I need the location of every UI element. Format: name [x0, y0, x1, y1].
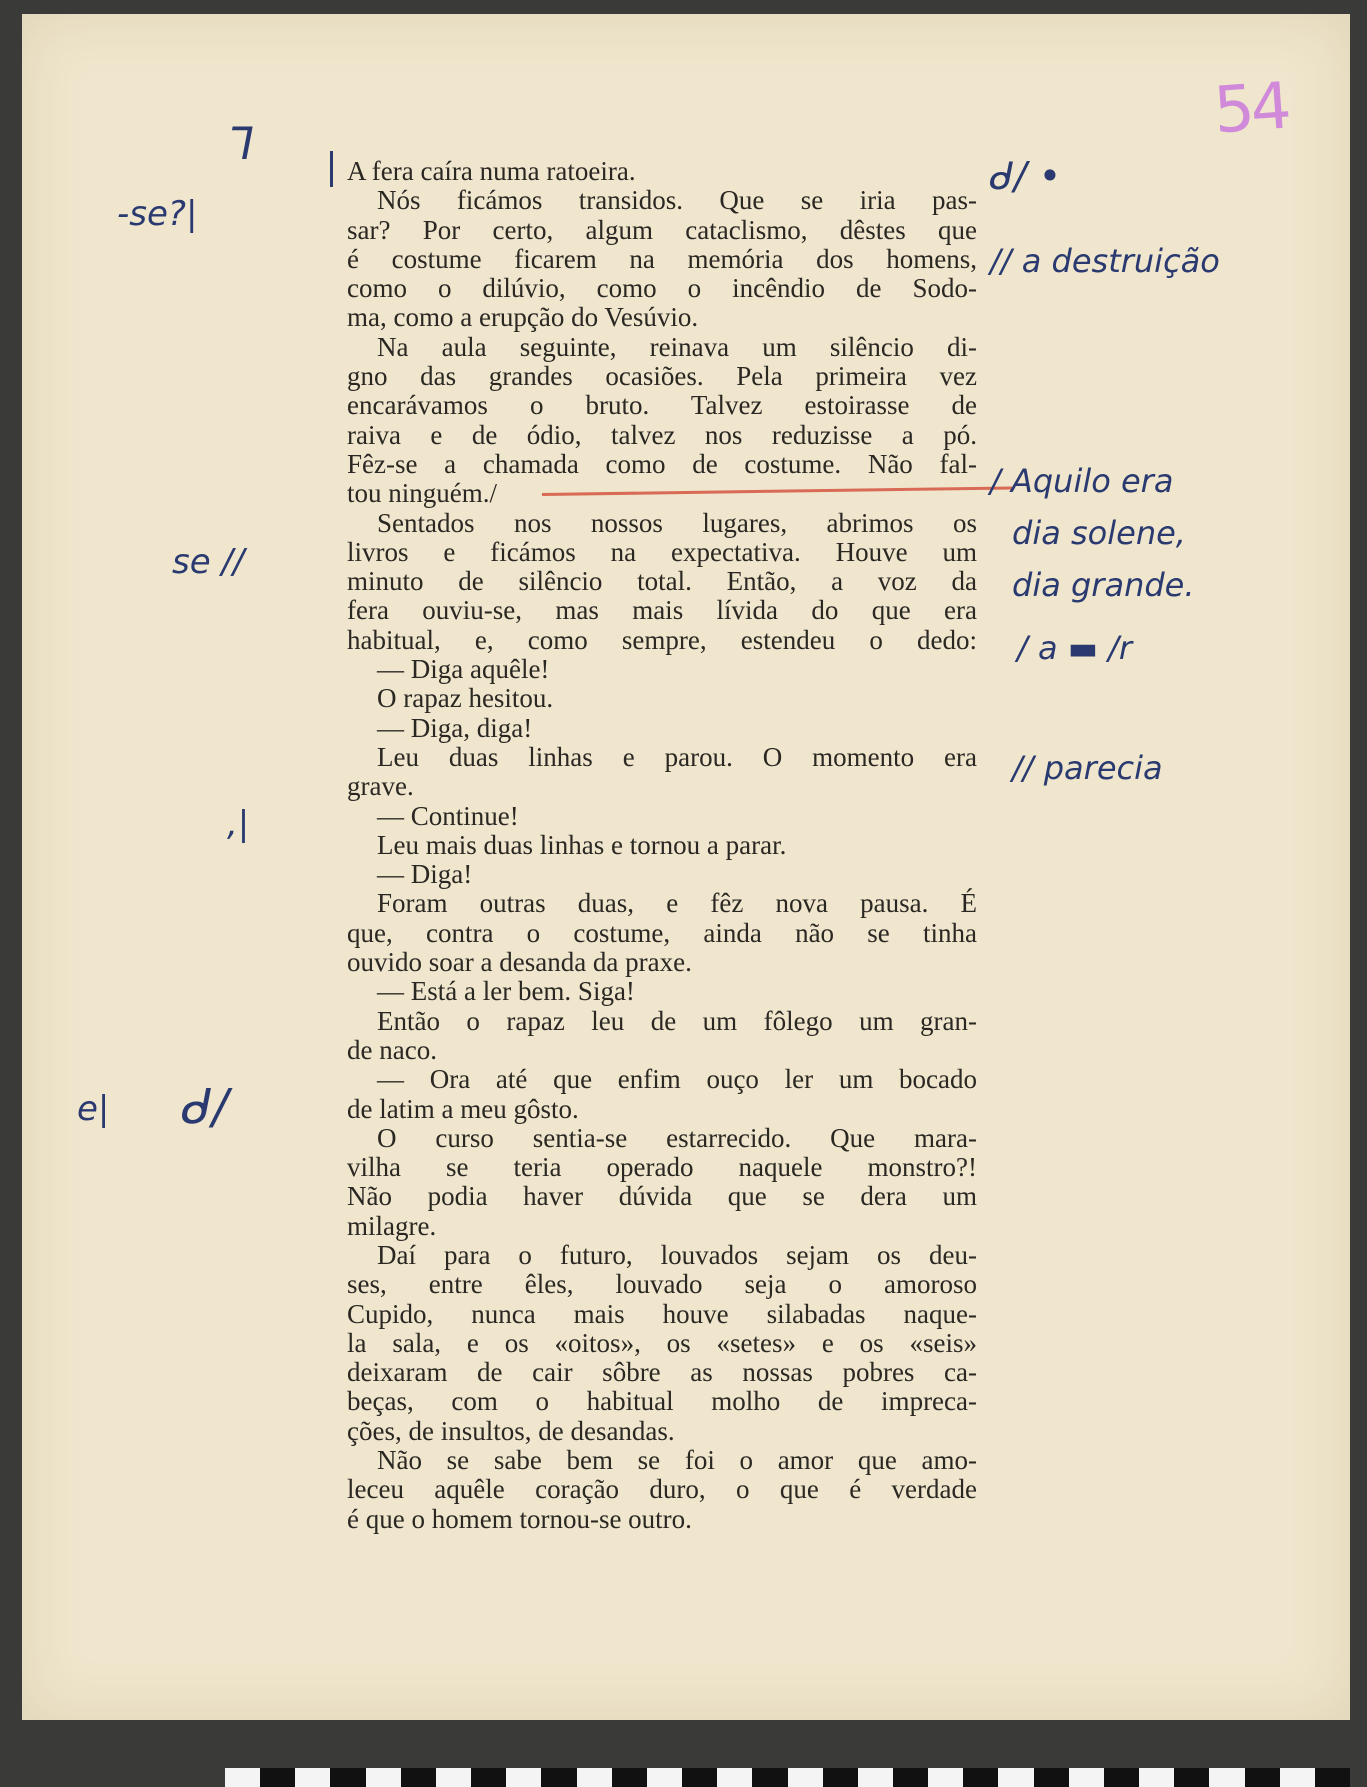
text-line: ma, como a erupção do Vesúvio.: [347, 302, 699, 333]
text-line: ses, entre êles, louvado seja o amoroso: [347, 1269, 977, 1300]
right-margin-mark-4: dia solene,: [1012, 514, 1186, 552]
text-line: fera ouviu-se, mas mais lívida do que era: [347, 595, 977, 626]
text-line: ouvido soar a desanda da praxe.: [347, 947, 692, 978]
text-line: — Está a ler bem. Siga!: [377, 976, 635, 1007]
text-line: Sentados nos nossos lugares, abrimos os: [377, 507, 977, 538]
right-margin-mark-3: / Aquilo era: [990, 462, 1174, 500]
text-line: O rapaz hesitou.: [377, 683, 554, 714]
text-line: Nós ficámos transidos. Que se iria pas-: [377, 185, 977, 216]
text-line: — Continue!: [377, 800, 519, 831]
text-line: grave.: [347, 771, 414, 802]
left-margin-mark-1: ᒣ: [227, 119, 254, 170]
text-line: Cupido, nunca mais houve silabadas naque-: [347, 1298, 977, 1329]
text-line: sar? Por certo, algum cataclismo, dêstes que: [347, 214, 977, 245]
text-line: Foram outras duas, e fêz nova pausa. É: [377, 888, 977, 919]
text-line: Na aula seguinte, reinava um silêncio di-: [377, 331, 977, 362]
right-margin-mark-7: // parecia: [1012, 749, 1163, 787]
text-line: — Diga aquêle!: [377, 654, 550, 685]
text-line: de naco.: [347, 1034, 437, 1065]
text-line: habitual, e, como sempre, estendeu o dedo:: [347, 624, 977, 655]
text-line: Leu mais duas linhas e tornou a parar.: [377, 829, 787, 860]
typeset-body-text: [347, 157, 977, 1534]
text-line: é que o homem tornou-se outro.: [347, 1503, 692, 1534]
color-scale-bar: [225, 1768, 1350, 1787]
text-line: livros e ficámos na expectativa. Houve um: [347, 536, 977, 567]
text-line: tou ninguém./: [347, 478, 497, 509]
text-line: que, contra o costume, ainda não se tinha: [347, 917, 977, 948]
text-line: gno das grandes ocasiões. Pela primeira vez: [347, 361, 977, 392]
text-line: de latim a meu gôsto.: [347, 1093, 579, 1124]
margin-bracket-mark: [330, 151, 333, 187]
text-line: la sala, e os «oitos», os «setes» e os «seis»: [347, 1327, 977, 1358]
text-line: O curso sentia-se estarrecido. Que mara-: [377, 1122, 977, 1153]
text-line: Daí para o futuro, louvados sejam os deu-: [377, 1239, 977, 1270]
right-margin-mark-1: ᑯ/ •: [990, 154, 1062, 198]
text-line: deixaram de cair sôbre as nossas pobres ca-: [347, 1357, 977, 1388]
right-margin-mark-5: dia grande.: [1012, 566, 1195, 604]
manuscript-page: [22, 14, 1350, 1720]
text-line: é costume ficarem na memória dos homens,: [347, 243, 977, 274]
left-margin-mark-2: -se?|: [117, 194, 198, 234]
text-line: milagre.: [347, 1210, 437, 1241]
right-margin-mark-2: // a destruição: [990, 242, 1220, 280]
left-margin-mark-5: e|: [77, 1089, 110, 1129]
text-line: vilha se teria operado naquele monstro?!: [347, 1152, 977, 1183]
text-line: raiva e de ódio, talvez nos reduzisse a pó.: [347, 419, 977, 450]
left-margin-mark-3: se //: [172, 542, 245, 582]
text-line: A fera caíra numa ratoeira.: [347, 156, 636, 186]
text-line: minuto de silêncio total. Então, a voz da: [347, 566, 977, 597]
left-margin-mark-6: ᑯ/: [182, 1079, 229, 1135]
left-margin-mark-4: ,|: [227, 804, 250, 844]
text-line: — Diga!: [377, 859, 473, 890]
page-number: 54: [1211, 69, 1290, 149]
text-line: beças, com o habitual molho de impreca-: [347, 1386, 977, 1417]
text-line: como o dilúvio, como o incêndio de Sodo-: [347, 273, 977, 304]
text-line: ções, de insultos, de desandas.: [347, 1415, 675, 1446]
text-line: Leu duas linhas e parou. O momento era: [377, 741, 977, 772]
text-line: leceu aquêle coração duro, o que é verdade: [347, 1474, 977, 1505]
text-line: Não podia haver dúvida que se dera um: [347, 1181, 977, 1212]
text-line: Fêz-se a chamada como de costume. Não fal-: [347, 448, 977, 479]
text-line: Não se sabe bem se foi o amor que amo-: [377, 1445, 977, 1476]
text-line: encarávamos o bruto. Talvez estoirasse de: [347, 390, 977, 421]
text-line: Então o rapaz leu de um fôlego um gran-: [377, 1005, 977, 1036]
text-line: — Diga, diga!: [377, 712, 533, 743]
right-margin-mark-6: / a ▬ /r: [1017, 629, 1133, 667]
text-line: — Ora até que enfim ouço ler um bocado: [377, 1064, 977, 1095]
